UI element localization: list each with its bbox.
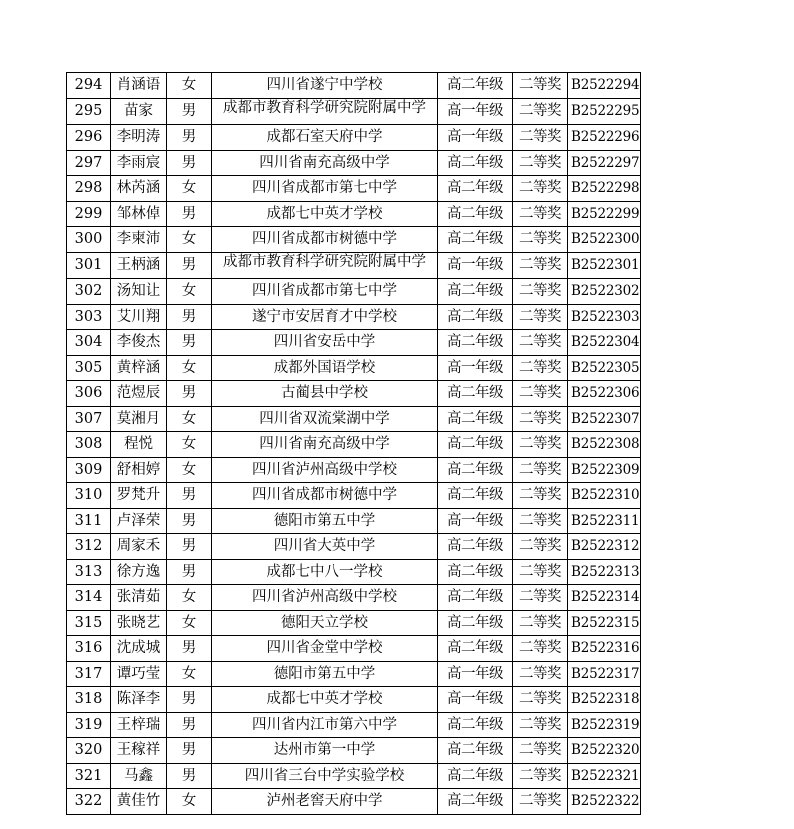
award-cell: 二等奖 bbox=[513, 636, 568, 662]
award-cell: 二等奖 bbox=[513, 457, 568, 483]
table-row bbox=[67, 304, 641, 330]
award-cell: 二等奖 bbox=[513, 227, 568, 253]
award-cell: 二等奖 bbox=[513, 585, 568, 611]
certificate-number-cell: B2522303 bbox=[568, 304, 641, 330]
student-name-cell: 陈泽李 bbox=[111, 687, 167, 713]
school-cell: 四川省安岳中学 bbox=[212, 330, 438, 356]
school-cell: 四川省成都市树德中学 bbox=[212, 227, 438, 253]
certificate-number-cell: B2522297 bbox=[568, 150, 641, 176]
grade-cell: 高二年级 bbox=[438, 432, 513, 458]
student-name-cell: 肖涵语 bbox=[111, 73, 167, 99]
table-row bbox=[67, 763, 641, 789]
gender-cell: 男 bbox=[167, 483, 212, 509]
award-cell: 二等奖 bbox=[513, 712, 568, 738]
award-cell: 二等奖 bbox=[513, 381, 568, 407]
gender-cell: 男 bbox=[167, 534, 212, 560]
table-row bbox=[67, 712, 641, 738]
school-cell: 成都七中八一学校 bbox=[212, 559, 438, 585]
student-name-cell: 艾川翔 bbox=[111, 304, 167, 330]
gender-cell: 男 bbox=[167, 150, 212, 176]
table-row bbox=[67, 201, 641, 227]
row-number-cell: 309 bbox=[67, 457, 111, 483]
table-row bbox=[67, 789, 641, 815]
award-cell: 二等奖 bbox=[513, 279, 568, 305]
school-cell: 四川省成都市树德中学 bbox=[212, 483, 438, 509]
certificate-number-cell: B2522294 bbox=[568, 73, 641, 99]
student-name-cell: 张清茹 bbox=[111, 585, 167, 611]
gender-cell: 男 bbox=[167, 712, 212, 738]
table-row bbox=[67, 457, 641, 483]
gender-cell: 男 bbox=[167, 636, 212, 662]
certificate-number-cell: B2522295 bbox=[568, 98, 641, 125]
student-name-cell: 徐方逸 bbox=[111, 559, 167, 585]
row-number-cell: 317 bbox=[67, 661, 111, 687]
school-cell: 成都市教育科学研究院附属中学 bbox=[212, 98, 438, 125]
gender-cell: 女 bbox=[167, 661, 212, 687]
gender-cell: 男 bbox=[167, 508, 212, 534]
gender-cell: 男 bbox=[167, 559, 212, 585]
award-cell: 二等奖 bbox=[513, 789, 568, 815]
grade-cell: 高二年级 bbox=[438, 763, 513, 789]
certificate-number-cell: B2522300 bbox=[568, 227, 641, 253]
row-number-cell: 311 bbox=[67, 508, 111, 534]
row-number-cell: 318 bbox=[67, 687, 111, 713]
row-number-cell: 321 bbox=[67, 763, 111, 789]
school-cell: 四川省泸州高级中学校 bbox=[212, 457, 438, 483]
award-cell: 二等奖 bbox=[513, 661, 568, 687]
student-name-cell: 王梓瑞 bbox=[111, 712, 167, 738]
student-name-cell: 罗梵升 bbox=[111, 483, 167, 509]
row-number-cell: 315 bbox=[67, 610, 111, 636]
student-name-cell: 李柬沛 bbox=[111, 227, 167, 253]
school-cell: 四川省三台中学实验学校 bbox=[212, 763, 438, 789]
student-name-cell: 莫湘月 bbox=[111, 406, 167, 432]
row-number-cell: 308 bbox=[67, 432, 111, 458]
gender-cell: 女 bbox=[167, 176, 212, 202]
table-row bbox=[67, 534, 641, 560]
row-number-cell: 314 bbox=[67, 585, 111, 611]
school-cell: 四川省大英中学 bbox=[212, 534, 438, 560]
student-name-cell: 邹林倬 bbox=[111, 201, 167, 227]
student-name-cell: 沈成城 bbox=[111, 636, 167, 662]
school-cell: 德阳市第五中学 bbox=[212, 508, 438, 534]
gender-cell: 女 bbox=[167, 406, 212, 432]
student-name-cell: 周家禾 bbox=[111, 534, 167, 560]
grade-cell: 高一年级 bbox=[438, 98, 513, 125]
school-cell: 成都七中英才学校 bbox=[212, 201, 438, 227]
table-row bbox=[67, 738, 641, 764]
student-name-cell: 舒相婷 bbox=[111, 457, 167, 483]
table-row bbox=[67, 73, 641, 99]
certificate-number-cell: B2522305 bbox=[568, 355, 641, 381]
award-cell: 二等奖 bbox=[513, 252, 568, 279]
student-name-cell: 李明涛 bbox=[111, 125, 167, 151]
row-number-cell: 296 bbox=[67, 125, 111, 151]
table-row bbox=[67, 610, 641, 636]
certificate-number-cell: B2522316 bbox=[568, 636, 641, 662]
table-row bbox=[67, 252, 641, 279]
student-name-cell: 卢泽荣 bbox=[111, 508, 167, 534]
certificate-number-cell: B2522306 bbox=[568, 381, 641, 407]
certificate-number-cell: B2522314 bbox=[568, 585, 641, 611]
row-number-cell: 310 bbox=[67, 483, 111, 509]
certificate-number-cell: B2522313 bbox=[568, 559, 641, 585]
certificate-number-cell: B2522296 bbox=[568, 125, 641, 151]
gender-cell: 女 bbox=[167, 610, 212, 636]
certificate-number-cell: B2522309 bbox=[568, 457, 641, 483]
grade-cell: 高二年级 bbox=[438, 483, 513, 509]
student-name-cell: 王稼祥 bbox=[111, 738, 167, 764]
gender-cell: 女 bbox=[167, 789, 212, 815]
school-cell: 德阳天立学校 bbox=[212, 610, 438, 636]
grade-cell: 高二年级 bbox=[438, 381, 513, 407]
gender-cell: 男 bbox=[167, 125, 212, 151]
table-row bbox=[67, 150, 641, 176]
row-number-cell: 306 bbox=[67, 381, 111, 407]
award-cell: 二等奖 bbox=[513, 687, 568, 713]
award-cell: 二等奖 bbox=[513, 406, 568, 432]
gender-cell: 女 bbox=[167, 227, 212, 253]
grade-cell: 高二年级 bbox=[438, 330, 513, 356]
certificate-number-cell: B2522299 bbox=[568, 201, 641, 227]
school-cell: 古蔺县中学校 bbox=[212, 381, 438, 407]
award-cell: 二等奖 bbox=[513, 483, 568, 509]
award-cell: 二等奖 bbox=[513, 125, 568, 151]
award-cell: 二等奖 bbox=[513, 330, 568, 356]
grade-cell: 高一年级 bbox=[438, 125, 513, 151]
award-table bbox=[66, 72, 641, 815]
grade-cell: 高二年级 bbox=[438, 585, 513, 611]
gender-cell: 男 bbox=[167, 201, 212, 227]
gender-cell: 男 bbox=[167, 304, 212, 330]
table-row bbox=[67, 330, 641, 356]
grade-cell: 高二年级 bbox=[438, 738, 513, 764]
certificate-number-cell: B2522304 bbox=[568, 330, 641, 356]
grade-cell: 高二年级 bbox=[438, 176, 513, 202]
row-number-cell: 319 bbox=[67, 712, 111, 738]
student-name-cell: 王柄涵 bbox=[111, 252, 167, 279]
table-row bbox=[67, 406, 641, 432]
school-cell: 四川省成都市第七中学 bbox=[212, 279, 438, 305]
gender-cell: 女 bbox=[167, 432, 212, 458]
gender-cell: 男 bbox=[167, 763, 212, 789]
grade-cell: 高二年级 bbox=[438, 150, 513, 176]
grade-cell: 高二年级 bbox=[438, 73, 513, 99]
row-number-cell: 305 bbox=[67, 355, 111, 381]
gender-cell: 男 bbox=[167, 252, 212, 279]
grade-cell: 高一年级 bbox=[438, 355, 513, 381]
certificate-number-cell: B2522311 bbox=[568, 508, 641, 534]
row-number-cell: 316 bbox=[67, 636, 111, 662]
school-cell: 泸州老窖天府中学 bbox=[212, 789, 438, 815]
award-cell: 二等奖 bbox=[513, 201, 568, 227]
row-number-cell: 299 bbox=[67, 201, 111, 227]
grade-cell: 高二年级 bbox=[438, 610, 513, 636]
table-row bbox=[67, 176, 641, 202]
table-row bbox=[67, 125, 641, 151]
school-cell: 四川省南充高级中学 bbox=[212, 150, 438, 176]
row-number-cell: 298 bbox=[67, 176, 111, 202]
table-row bbox=[67, 98, 641, 125]
grade-cell: 高一年级 bbox=[438, 687, 513, 713]
row-number-cell: 294 bbox=[67, 73, 111, 99]
row-number-cell: 300 bbox=[67, 227, 111, 253]
certificate-number-cell: B2522318 bbox=[568, 687, 641, 713]
table-row bbox=[67, 279, 641, 305]
certificate-number-cell: B2522320 bbox=[568, 738, 641, 764]
certificate-number-cell: B2522321 bbox=[568, 763, 641, 789]
grade-cell: 高二年级 bbox=[438, 789, 513, 815]
award-cell: 二等奖 bbox=[513, 355, 568, 381]
school-cell: 四川省南充高级中学 bbox=[212, 432, 438, 458]
grade-cell: 高一年级 bbox=[438, 661, 513, 687]
row-number-cell: 307 bbox=[67, 406, 111, 432]
table-row bbox=[67, 381, 641, 407]
school-cell: 四川省遂宁中学校 bbox=[212, 73, 438, 99]
grade-cell: 高二年级 bbox=[438, 201, 513, 227]
award-cell: 二等奖 bbox=[513, 304, 568, 330]
student-name-cell: 苗家 bbox=[111, 98, 167, 125]
row-number-cell: 312 bbox=[67, 534, 111, 560]
school-cell: 成都石室天府中学 bbox=[212, 125, 438, 151]
gender-cell: 女 bbox=[167, 355, 212, 381]
gender-cell: 男 bbox=[167, 98, 212, 125]
certificate-number-cell: B2522322 bbox=[568, 789, 641, 815]
gender-cell: 女 bbox=[167, 585, 212, 611]
certificate-number-cell: B2522307 bbox=[568, 406, 641, 432]
gender-cell: 女 bbox=[167, 457, 212, 483]
table-body bbox=[67, 73, 641, 815]
award-cell: 二等奖 bbox=[513, 73, 568, 99]
certificate-number-cell: B2522308 bbox=[568, 432, 641, 458]
award-cell: 二等奖 bbox=[513, 763, 568, 789]
table-row bbox=[67, 636, 641, 662]
award-cell: 二等奖 bbox=[513, 534, 568, 560]
award-cell: 二等奖 bbox=[513, 98, 568, 125]
grade-cell: 高二年级 bbox=[438, 304, 513, 330]
row-number-cell: 313 bbox=[67, 559, 111, 585]
school-cell: 达州市第一中学 bbox=[212, 738, 438, 764]
grade-cell: 高一年级 bbox=[438, 508, 513, 534]
student-name-cell: 李雨宸 bbox=[111, 150, 167, 176]
certificate-number-cell: B2522298 bbox=[568, 176, 641, 202]
student-name-cell: 范煜辰 bbox=[111, 381, 167, 407]
certificate-number-cell: B2522315 bbox=[568, 610, 641, 636]
school-cell: 四川省双流棠湖中学 bbox=[212, 406, 438, 432]
certificate-number-cell: B2522317 bbox=[568, 661, 641, 687]
row-number-cell: 303 bbox=[67, 304, 111, 330]
table-row bbox=[67, 687, 641, 713]
student-name-cell: 林芮涵 bbox=[111, 176, 167, 202]
student-name-cell: 程悦 bbox=[111, 432, 167, 458]
row-number-cell: 302 bbox=[67, 279, 111, 305]
gender-cell: 男 bbox=[167, 687, 212, 713]
grade-cell: 高二年级 bbox=[438, 636, 513, 662]
table-row bbox=[67, 661, 641, 687]
table-row bbox=[67, 483, 641, 509]
certificate-number-cell: B2522301 bbox=[568, 252, 641, 279]
certificate-number-cell: B2522310 bbox=[568, 483, 641, 509]
school-cell: 四川省内江市第六中学 bbox=[212, 712, 438, 738]
award-cell: 二等奖 bbox=[513, 432, 568, 458]
award-cell: 二等奖 bbox=[513, 559, 568, 585]
grade-cell: 高二年级 bbox=[438, 457, 513, 483]
school-cell: 遂宁市安居育才中学校 bbox=[212, 304, 438, 330]
certificate-number-cell: B2522302 bbox=[568, 279, 641, 305]
award-cell: 二等奖 bbox=[513, 176, 568, 202]
student-name-cell: 马鑫 bbox=[111, 763, 167, 789]
grade-cell: 高二年级 bbox=[438, 534, 513, 560]
gender-cell: 女 bbox=[167, 73, 212, 99]
award-cell: 二等奖 bbox=[513, 610, 568, 636]
school-cell: 成都外国语学校 bbox=[212, 355, 438, 381]
certificate-number-cell: B2522319 bbox=[568, 712, 641, 738]
table-row bbox=[67, 432, 641, 458]
table-row bbox=[67, 227, 641, 253]
school-cell: 德阳市第五中学 bbox=[212, 661, 438, 687]
row-number-cell: 295 bbox=[67, 98, 111, 125]
row-number-cell: 320 bbox=[67, 738, 111, 764]
grade-cell: 高二年级 bbox=[438, 227, 513, 253]
grade-cell: 高二年级 bbox=[438, 406, 513, 432]
student-name-cell: 汤知让 bbox=[111, 279, 167, 305]
student-name-cell: 张晓艺 bbox=[111, 610, 167, 636]
student-name-cell: 黄梓涵 bbox=[111, 355, 167, 381]
row-number-cell: 322 bbox=[67, 789, 111, 815]
grade-cell: 高二年级 bbox=[438, 279, 513, 305]
award-cell: 二等奖 bbox=[513, 508, 568, 534]
gender-cell: 男 bbox=[167, 330, 212, 356]
row-number-cell: 304 bbox=[67, 330, 111, 356]
student-name-cell: 黄佳竹 bbox=[111, 789, 167, 815]
gender-cell: 男 bbox=[167, 381, 212, 407]
student-name-cell: 李俊杰 bbox=[111, 330, 167, 356]
grade-cell: 高一年级 bbox=[438, 252, 513, 279]
student-name-cell: 谭巧莹 bbox=[111, 661, 167, 687]
school-cell: 成都市教育科学研究院附属中学 bbox=[212, 252, 438, 279]
row-number-cell: 297 bbox=[67, 150, 111, 176]
school-cell: 成都七中英才学校 bbox=[212, 687, 438, 713]
grade-cell: 高二年级 bbox=[438, 559, 513, 585]
table-row bbox=[67, 355, 641, 381]
table-row bbox=[67, 585, 641, 611]
table-row bbox=[67, 508, 641, 534]
award-cell: 二等奖 bbox=[513, 738, 568, 764]
award-cell: 二等奖 bbox=[513, 150, 568, 176]
school-cell: 四川省金堂中学校 bbox=[212, 636, 438, 662]
school-cell: 四川省泸州高级中学校 bbox=[212, 585, 438, 611]
gender-cell: 女 bbox=[167, 279, 212, 305]
school-cell: 四川省成都市第七中学 bbox=[212, 176, 438, 202]
gender-cell: 男 bbox=[167, 738, 212, 764]
certificate-number-cell: B2522312 bbox=[568, 534, 641, 560]
table-row bbox=[67, 559, 641, 585]
grade-cell: 高二年级 bbox=[438, 712, 513, 738]
row-number-cell: 301 bbox=[67, 252, 111, 279]
